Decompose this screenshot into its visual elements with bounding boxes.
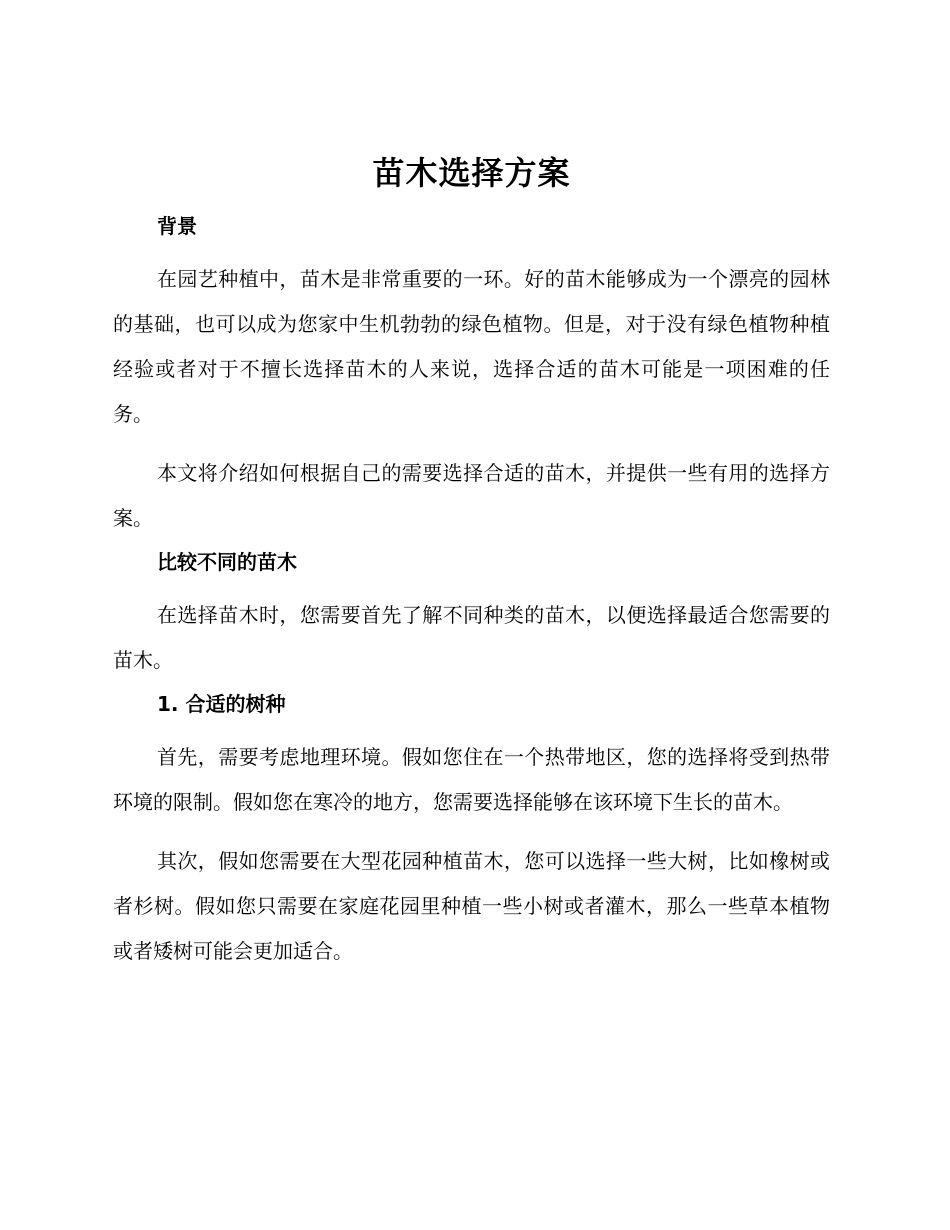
- document-title: 苗木选择方案: [372, 154, 571, 192]
- section-suitable-species: [113, 691, 830, 974]
- paragraph: 在选择苗木时，您需要首先了解不同种类的苗木，以便选择最适合您需要的苗木。: [113, 603, 830, 672]
- section-heading: 1. 合适的树种: [157, 692, 286, 716]
- section-compare-seedlings: [113, 549, 830, 683]
- section-heading: 背景: [157, 214, 197, 238]
- paragraph: 在园艺种植中，苗木是非常重要的一环。好的苗木能够成为一个漂亮的园林的基础，也可以成为您家中生机勃勃的绿色植物。但是，对于没有绿色植物种植经验或者对于不擅长选择苗木的人来说，选择合适的苗木可能是一项困难的任务。: [113, 267, 830, 426]
- paragraph: 本文将介绍如何根据自己的需要选择合适的苗木，并提供一些有用的选择方案。: [113, 461, 830, 530]
- paragraph: 首先，需要考虑地理环境。假如您住在一个热带地区，您的选择将受到热带环境的限制。假如您在寒冷的地方，您需要选择能够在该环境下生长的苗木。: [113, 745, 830, 814]
- section-background: [113, 213, 830, 541]
- paragraph: 其次，假如您需要在大型花园种植苗木，您可以选择一些大树，比如橡树或者杉树。假如您只需要在家庭花园里种植一些小树或者灌木，那么一些草本植物或者矮树可能会更加适合。: [113, 849, 830, 963]
- section-heading: 比较不同的苗木: [157, 550, 297, 574]
